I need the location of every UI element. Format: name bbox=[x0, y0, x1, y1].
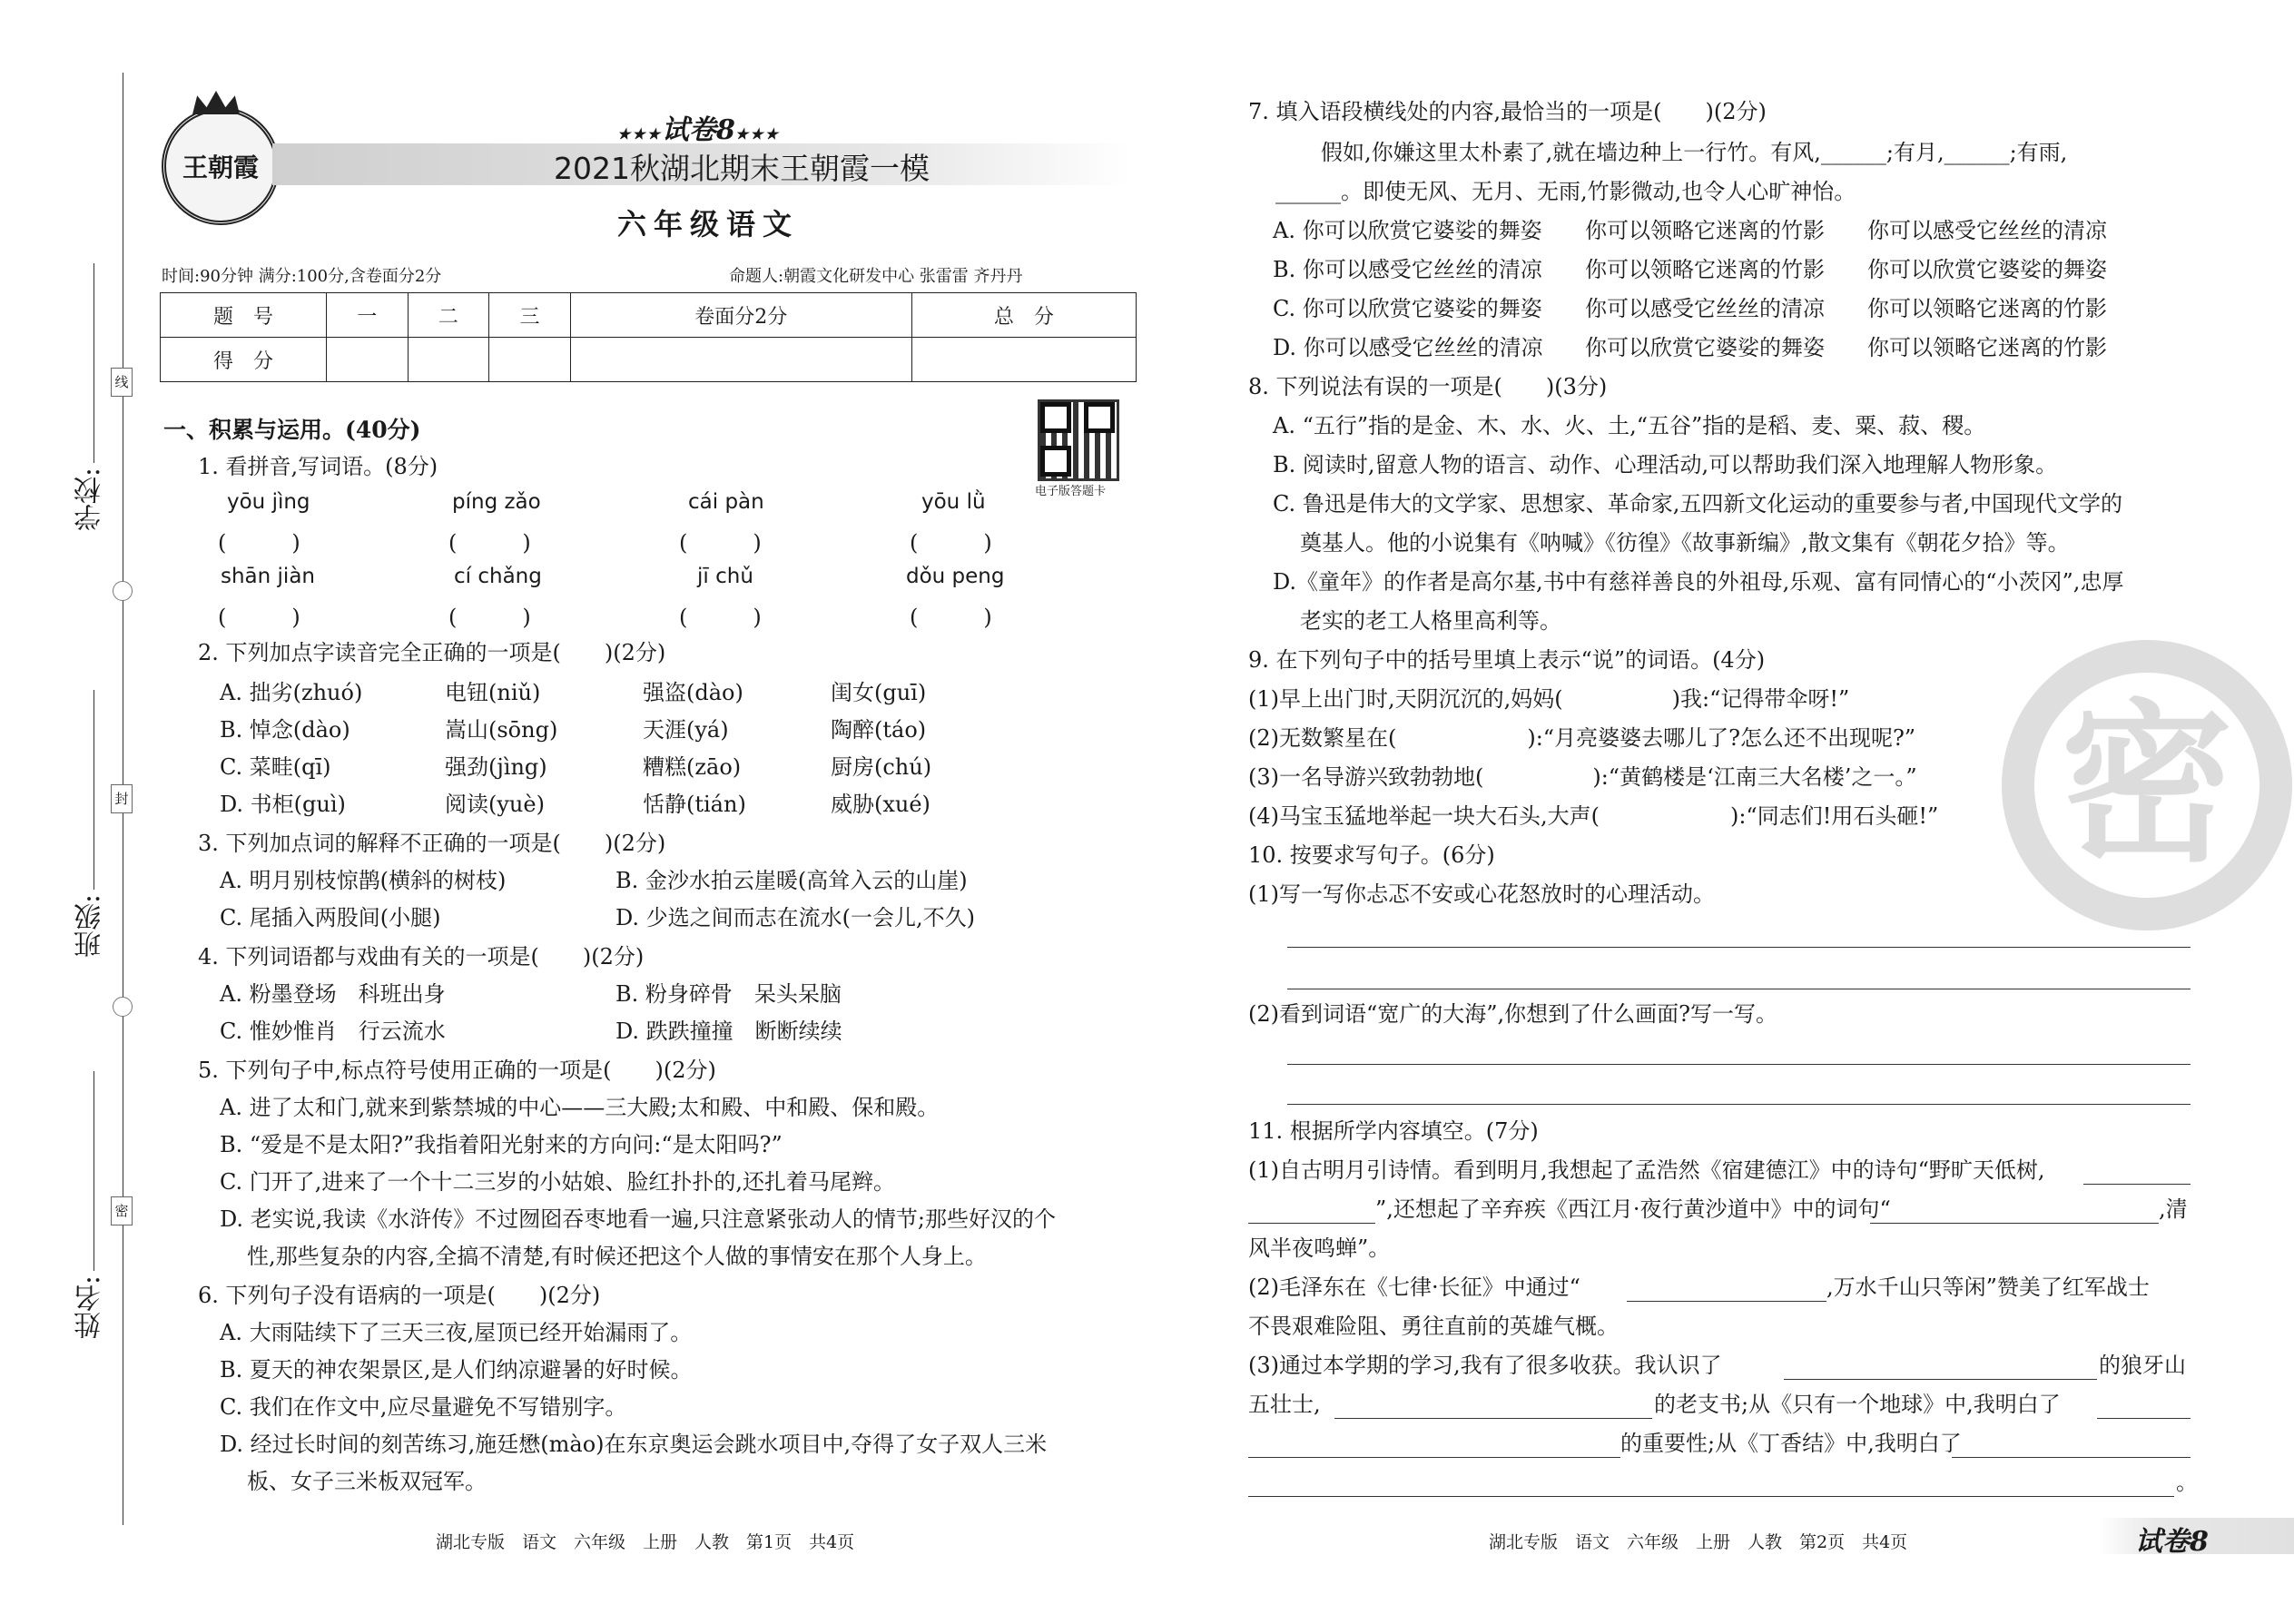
q2-opt-d2: 阅读(yuè) bbox=[445, 792, 545, 817]
pinyin-4: yōu lǜ bbox=[921, 490, 986, 514]
name-label: 姓名: bbox=[74, 1275, 106, 1340]
answer-line[interactable] bbox=[1287, 947, 2191, 948]
q2-opt-a1: A. 拙劣(zhuó) bbox=[220, 680, 363, 705]
answer-box[interactable]: ( ) bbox=[679, 605, 762, 630]
binding-mark-mid: 封 bbox=[111, 784, 133, 813]
q2-opt-d1: D. 书柜(guì) bbox=[220, 792, 346, 817]
answer-box[interactable]: ( ) bbox=[448, 530, 531, 556]
q2-opt-c1: C. 菜畦(qī) bbox=[220, 754, 331, 780]
q11-line-7b: 的老支书;从《只有一个地球》中,我明白了 bbox=[1654, 1392, 2061, 1417]
q3-opt-a: A. 明月别枝惊鹊(横斜的树枝) bbox=[220, 868, 507, 893]
time-score: 时间:90分钟 满分:100分,含卷面分2分 bbox=[162, 267, 442, 286]
q7-opt-b2: 你可以领略它迷离的竹影 bbox=[1585, 257, 1825, 282]
q2-opt-a3: 强盗(dào) bbox=[643, 680, 743, 705]
pinyin-3: cái pàn bbox=[688, 490, 764, 514]
score-cell[interactable] bbox=[911, 338, 1136, 382]
q8-opt-c-cont: 奠基人。他的小说集有《呐喊》《彷徨》《故事新编》,散文集有《朝花夕拾》等。 bbox=[1300, 530, 2070, 556]
pinyin-5: shān jiàn bbox=[221, 565, 315, 588]
brand-logo bbox=[162, 107, 280, 225]
qr-corner-2 bbox=[1084, 402, 1115, 433]
q7-paragraph-1: 假如,你嫌这里太朴素了,就在墙边种上一行竹。有风,______;有月,______;有雨, bbox=[1321, 140, 2068, 165]
qr-caption: 电子版答题卡 bbox=[1035, 485, 1107, 498]
q5-opt-c: C. 门开了,进来了一个十二三岁的小姑娘、脸红扑扑的,还扎着马尾辫。 bbox=[220, 1169, 896, 1195]
corner-tag: 试卷8 bbox=[2135, 1526, 2209, 1558]
answer-box[interactable]: ( ) bbox=[218, 605, 300, 630]
q2-opt-a4: 闺女(guī) bbox=[831, 680, 927, 705]
pinyin-8: dǒu peng bbox=[906, 565, 1005, 588]
binding-mark-top: 线 bbox=[111, 368, 133, 397]
score-cell[interactable] bbox=[408, 338, 489, 382]
q2-opt-b1: B. 悼念(dào) bbox=[220, 717, 350, 743]
exam-title: 2021秋湖北期末王朝霞一模 bbox=[554, 151, 930, 186]
score-value-row bbox=[161, 338, 1137, 382]
pinyin-2: píng zǎo bbox=[452, 490, 541, 514]
q9-item-2: (2)无数繁星在( ):“月亮婆婆去哪儿了?怎么还不出现呢?” bbox=[1248, 725, 1916, 751]
answer-line[interactable] bbox=[1248, 1223, 1375, 1224]
question-2: 2. 下列加点字读音完全正确的一项是( )(2分) bbox=[198, 640, 666, 665]
q8-opt-c: C. 鲁迅是伟大的文学家、思想家、革命家,五四新文化运动的重要参与者,中国现代文学的 bbox=[1273, 491, 2123, 517]
answer-line[interactable] bbox=[1248, 1496, 2174, 1497]
question-5: 5. 下列句子中,标点符号使用正确的一项是( )(2分) bbox=[198, 1058, 716, 1083]
q3-opt-c: C. 尾插入两股间(小腿) bbox=[220, 905, 441, 930]
q2-opt-b4: 陶醉(táo) bbox=[831, 717, 927, 743]
question-6: 6. 下列句子没有语病的一项是( )(2分) bbox=[198, 1283, 601, 1308]
q11-line-2b: ,清 bbox=[2159, 1196, 2188, 1222]
paper-tag: ★★★试卷8★★★ bbox=[617, 114, 780, 146]
q11-line-4a: (2)毛泽东在《七律·长征》中通过“ bbox=[1248, 1275, 1580, 1300]
q5-opt-b: B. “爱是不是太阳?”我指着阳光射来的方向问:“是太阳吗?” bbox=[220, 1132, 783, 1157]
watermark-text: 密 bbox=[2060, 684, 2233, 885]
answer-line[interactable] bbox=[2083, 1184, 2191, 1185]
score-header-row bbox=[161, 293, 1137, 338]
q7-opt-c1: C. 你可以欣赏它婆娑的舞姿 bbox=[1273, 296, 1542, 321]
q7-opt-d3: 你可以领略它迷离的竹影 bbox=[1867, 335, 2107, 360]
q2-opt-c2: 强劲(jìng) bbox=[445, 754, 547, 780]
answer-line[interactable] bbox=[1287, 1064, 2191, 1065]
binding-circle-2 bbox=[113, 997, 133, 1017]
answer-line[interactable] bbox=[1952, 1457, 2191, 1458]
q7-opt-a3: 你可以感受它丝丝的清凉 bbox=[1867, 218, 2107, 243]
q11-end: 。 bbox=[2176, 1470, 2198, 1495]
q4-opt-a: A. 粉墨登场 科班出身 bbox=[220, 981, 446, 1007]
q2-opt-d3: 恬静(tián) bbox=[643, 792, 746, 817]
q11-line-7a: 五壮士, bbox=[1248, 1392, 1321, 1417]
q5-opt-d: D. 老实说,我读《水浒传》不过囫囵吞枣地看一遍,只注意紧张动人的情节;那些好汉的个 bbox=[220, 1206, 1056, 1232]
q7-opt-d1: D. 你可以感受它丝丝的清凉 bbox=[1273, 335, 1543, 360]
q11-line-5: 不畏艰难险阻、勇往直前的英雄气概。 bbox=[1248, 1314, 1619, 1339]
qr-corner-1 bbox=[1040, 402, 1071, 433]
q3-opt-b: B. 金沙水拍云崖暖(高耸入云的山崖) bbox=[615, 868, 968, 893]
question-8: 8. 下列说法有误的一项是( )(3分) bbox=[1248, 374, 1608, 399]
question-11: 11. 根据所学内容填空。(7分) bbox=[1248, 1118, 1539, 1144]
q2-opt-c3: 糟糕(zāo) bbox=[643, 754, 742, 780]
q7-opt-c2: 你可以感受它丝丝的清凉 bbox=[1585, 296, 1825, 321]
q2-opt-b3: 天涯(yá) bbox=[643, 717, 729, 743]
subject-title: 六年级语文 bbox=[617, 207, 800, 241]
score-col-neatness: 卷面分2分 bbox=[570, 293, 911, 338]
q11-line-6b: 的狼牙山 bbox=[2099, 1353, 2186, 1378]
answer-line[interactable] bbox=[1627, 1301, 1826, 1302]
q11-line-6a: (3)通过本学期的学习,我有了很多收获。我认识了 bbox=[1248, 1353, 1722, 1378]
score-cell[interactable] bbox=[570, 338, 911, 382]
q7-opt-a2: 你可以领略它迷离的竹影 bbox=[1585, 218, 1825, 243]
q4-opt-b: B. 粉身碎骨 呆头呆脑 bbox=[615, 981, 842, 1007]
question-10: 10. 按要求写句子。(6分) bbox=[1248, 842, 1495, 868]
q9-item-4: (4)马宝玉猛地举起一块大石头,大声( ):“同志们!用石头砸!” bbox=[1248, 803, 1939, 829]
score-col-2: 二 bbox=[408, 293, 489, 338]
question-9: 9. 在下列句子中的括号里填上表示“说”的词语。(4分) bbox=[1248, 647, 1766, 673]
question-7: 7. 填入语段横线处的内容,最恰当的一项是( )(2分) bbox=[1248, 99, 1767, 124]
q7-paragraph-2: ______。即使无风、无月、无雨,竹影微动,也令人心旷神怡。 bbox=[1275, 179, 1856, 204]
q4-opt-d: D. 跌跌撞撞 断断续续 bbox=[615, 1019, 842, 1044]
q7-opt-c3: 你可以领略它迷离的竹影 bbox=[1867, 296, 2107, 321]
q7-opt-a1: A. 你可以欣赏它婆娑的舞姿 bbox=[1273, 218, 1542, 243]
q6-opt-a: A. 大雨陆续下了三天三夜,屋顶已经开始漏雨了。 bbox=[220, 1320, 693, 1345]
school-label: 学校: bbox=[74, 468, 106, 532]
score-cell[interactable] bbox=[489, 338, 571, 382]
q5-opt-d-cont: 性,那些复杂的内容,全搞不清楚,有时候还把这个人做的事情安在那个人身上。 bbox=[247, 1244, 987, 1269]
left-footer: 湖北专版 语文 六年级 上册 人教 第1页 共4页 bbox=[436, 1532, 855, 1552]
q2-opt-c4: 厨房(chú) bbox=[831, 754, 932, 780]
answer-line[interactable] bbox=[1334, 1418, 1652, 1419]
q11-line-1: (1)自古明月引诗情。看到明月,我想起了孟浩然《宿建德江》中的诗句“野旷天低树, bbox=[1248, 1157, 2045, 1183]
question-4: 4. 下列词语都与戏曲有关的一项是( )(2分) bbox=[198, 944, 645, 969]
answer-box[interactable]: ( ) bbox=[218, 530, 300, 556]
q4-opt-c: C. 惟妙惟肖 行云流水 bbox=[220, 1019, 446, 1044]
q11-line-4b: ,万水千山只等闲”赞美了红军战士 bbox=[1826, 1275, 2150, 1300]
q8-opt-d-cont: 老实的老工人格里高利等。 bbox=[1300, 608, 1561, 634]
answer-line[interactable] bbox=[1870, 1223, 2159, 1224]
q6-opt-d: D. 经过长时间的刻苦练习,施廷懋(mào)在东京奥运会跳水项目中,夺得了女子双人三米 bbox=[220, 1432, 1048, 1457]
logo-crown-icon bbox=[192, 91, 240, 114]
qr-corner-3 bbox=[1040, 446, 1071, 477]
confidential-watermark bbox=[2002, 640, 2292, 930]
score-col-1: 一 bbox=[327, 293, 409, 338]
answer-line[interactable] bbox=[2097, 1418, 2191, 1419]
score-cell[interactable] bbox=[327, 338, 409, 382]
q7-opt-b3: 你可以欣赏它婆娑的舞姿 bbox=[1867, 257, 2107, 282]
answer-box[interactable]: ( ) bbox=[679, 530, 762, 556]
binding-circle-1 bbox=[113, 581, 133, 601]
q6-opt-b: B. 夏天的神农架景区,是人们纳凉避暑的好时候。 bbox=[220, 1357, 693, 1383]
question-1: 1. 看拼音,写词语。(8分) bbox=[198, 454, 438, 479]
answer-line[interactable] bbox=[1248, 1457, 1620, 1458]
q11-line-8: 的重要性;从《丁香结》中,我明白了 bbox=[1620, 1431, 1962, 1456]
pinyin-1: yōu jìng bbox=[227, 490, 310, 514]
q8-opt-d: D.《童年》的作者是高尔基,书中有慈祥善良的外祖母,乐观、富有同情心的“小茨冈”,忠厚 bbox=[1273, 569, 2124, 595]
q2-opt-a2: 电钮(niǔ) bbox=[445, 680, 541, 705]
section-1-title: 一、积累与运用。(40分) bbox=[163, 417, 421, 443]
q8-opt-b: B. 阅读时,留意人物的语言、动作、心理活动,可以帮助我们深入地理解人物形象。 bbox=[1273, 452, 2058, 477]
answer-box[interactable]: ( ) bbox=[448, 605, 531, 630]
score-col-label: 题 号 bbox=[161, 293, 327, 338]
right-footer: 湖北专版 语文 六年级 上册 人教 第2页 共4页 bbox=[1489, 1532, 1908, 1552]
q9-item-1: (1)早上出门时,天阴沉沉的,妈妈( )我:“记得带伞呀!” bbox=[1248, 686, 1850, 712]
q3-opt-d: D. 少选之间而志在流水(一会儿,不久) bbox=[615, 905, 975, 930]
authors: 命题人:朝霞文化研发中心 张雷雷 齐丹丹 bbox=[729, 267, 1023, 286]
pinyin-7: jī chǔ bbox=[697, 565, 753, 588]
class-label: 班级: bbox=[74, 894, 106, 959]
score-row-label: 得 分 bbox=[161, 338, 327, 382]
q5-opt-a: A. 进了太和门,就来到紫禁城的中心——三大殿;太和殿、中和殿、保和殿。 bbox=[220, 1095, 940, 1120]
q2-opt-d4: 威胁(xué) bbox=[831, 792, 930, 817]
q10-prompt-2: (2)看到词语“宽广的大海”,你想到了什么画面?写一写。 bbox=[1248, 1001, 1778, 1027]
q2-opt-b2: 嵩山(sōng) bbox=[445, 717, 558, 743]
q8-opt-a: A. “五行”指的是金、木、水、火、土,“五谷”指的是稻、麦、粟、菽、稷。 bbox=[1273, 413, 1986, 438]
pinyin-6: cí chǎng bbox=[454, 565, 542, 588]
score-table bbox=[160, 292, 1137, 382]
q11-line-2a: ”,还想起了辛弃疾《西江月·夜行黄沙道中》中的词句“ bbox=[1375, 1196, 1891, 1222]
q6-opt-d-cont: 板、女子三米板双冠军。 bbox=[247, 1469, 487, 1494]
question-3: 3. 下列加点词的解释不正确的一项是( )(2分) bbox=[198, 831, 666, 856]
binding-mark-bottom: 密 bbox=[111, 1196, 133, 1225]
q10-prompt-1: (1)写一写你忐忑不安或心花怒放时的心理活动。 bbox=[1248, 881, 1715, 907]
score-col-total: 总 分 bbox=[911, 293, 1136, 338]
answer-box[interactable]: ( ) bbox=[910, 605, 992, 630]
logo-text: 王朝霞 bbox=[182, 153, 259, 182]
q9-item-3: (3)一名导游兴致勃勃地( ):“黄鹤楼是‘江南三大名楼’之一。” bbox=[1248, 764, 1917, 790]
q7-opt-b1: B. 你可以感受它丝丝的清凉 bbox=[1273, 257, 1542, 282]
q7-opt-d2: 你可以欣赏它婆娑的舞姿 bbox=[1585, 335, 1825, 360]
score-col-3: 三 bbox=[489, 293, 571, 338]
q11-line-3: 风半夜鸣蝉”。 bbox=[1248, 1235, 1391, 1261]
answer-line[interactable] bbox=[1784, 1379, 2097, 1380]
answer-line[interactable] bbox=[1287, 1104, 2191, 1105]
answer-box[interactable]: ( ) bbox=[910, 530, 992, 556]
q6-opt-c: C. 我们在作文中,应尽量避免不写错别字。 bbox=[220, 1394, 627, 1420]
